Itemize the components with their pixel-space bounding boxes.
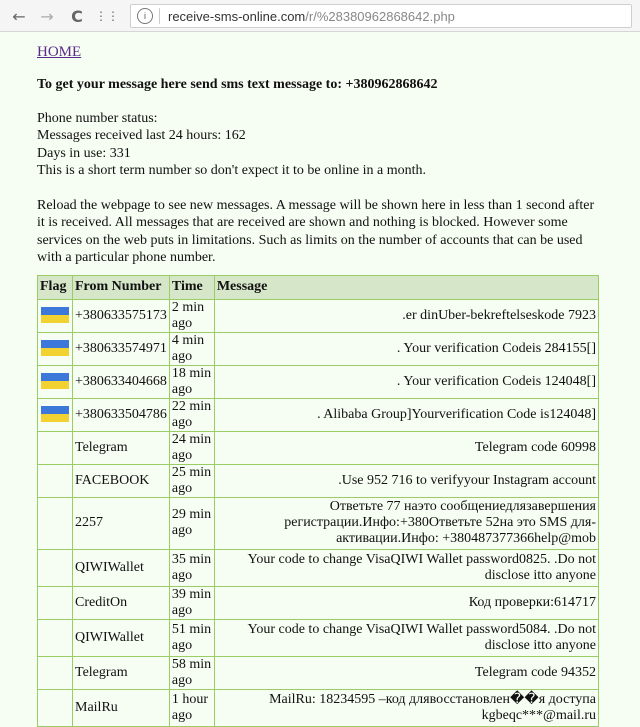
table-row [38, 464, 599, 497]
table-row [38, 398, 599, 431]
header-flag: Flag [38, 275, 73, 299]
url-path: /r/%28380962868642.php [305, 8, 455, 24]
message-cell: MailRu: 18234595 –код длявосстановлен��я доступа kgbeqc***@mail.ru [214, 689, 598, 726]
table-row [38, 332, 599, 365]
flag-cell [38, 464, 73, 497]
time-cell: 24 min ago [169, 431, 214, 464]
status-title: Phone number status: [37, 110, 158, 126]
table-row [38, 549, 599, 586]
address-bar[interactable] [130, 4, 632, 28]
header-from: From Number [73, 275, 170, 299]
time-cell: 22 min ago [169, 398, 214, 431]
from-cell: FACEBOOK [73, 464, 170, 497]
from-cell: CreditOn [73, 586, 170, 619]
omnibox-divider [159, 8, 160, 24]
message-cell: Your code to change VisaQIWI Wallet password0825. .Do not disclose itto anyone [214, 549, 598, 586]
messages-table [37, 275, 599, 727]
back-icon[interactable]: ← [12, 6, 26, 26]
received-24h: Messages received last 24 hours: 162 [37, 128, 246, 143]
apps-icon[interactable]: ⋮⋮ [95, 9, 119, 23]
flag-cell [38, 398, 73, 431]
url-host: receive-sms-online.com [168, 8, 306, 24]
ukraine-flag-icon [41, 373, 69, 389]
ukraine-flag-icon [41, 307, 69, 323]
browser-toolbar [0, 0, 640, 32]
flag-cell [38, 299, 73, 332]
from-cell: QIWIWallet [73, 549, 170, 586]
from-cell: QIWIWallet [73, 619, 170, 656]
page-content [37, 36, 603, 727]
send-instruction: To get your message here send sms text message to: +380962868642 [37, 77, 438, 92]
from-cell: MailRu [73, 689, 170, 726]
message-cell: .Use 952 716 to verifyyour Instagram account [214, 464, 598, 497]
table-row [38, 656, 599, 689]
flag-cell [38, 619, 73, 656]
message-cell: . Your verification Codeis 284155[] [214, 332, 598, 365]
from-cell: Telegram [73, 656, 170, 689]
header-message: Message [214, 275, 598, 299]
time-cell: 29 min ago [169, 497, 214, 549]
ukraine-flag-icon [41, 406, 69, 422]
message-cell: .er dinUber-bekreftelseskode 7923 [214, 299, 598, 332]
time-cell: 2 min ago [169, 299, 214, 332]
page-info-icon[interactable]: i [137, 8, 153, 24]
short-term-note: This is a short term number so don't expect it to be online in a month. [37, 163, 427, 178]
message-cell: Telegram code 60998 [214, 431, 598, 464]
table-row [38, 586, 599, 619]
message-cell: Код проверки:614717 [214, 586, 598, 619]
days-in-use: Days in use: 331 [37, 145, 131, 161]
flag-cell [38, 586, 73, 619]
message-cell: Ответьте 77 наэто сообщениедлязавершения регистрации.Инфо:+380Ответьте 52на это SMS для-активации.Инфо: +380487377366help@mob [214, 497, 598, 549]
table-row [38, 431, 599, 464]
from-cell: 2257 [73, 497, 170, 549]
table-row [38, 365, 599, 398]
message-cell: Telegram code 94352 [214, 656, 598, 689]
message-cell: . Your verification Codeis 124048[] [214, 365, 598, 398]
home-link[interactable]: HOME [37, 44, 82, 60]
time-cell: 18 min ago [169, 365, 214, 398]
table-header-row [38, 275, 599, 299]
from-cell: +380633575173 [73, 299, 170, 332]
time-cell: 51 min ago [169, 619, 214, 656]
flag-cell [38, 332, 73, 365]
table-row [38, 497, 599, 549]
time-cell: 35 min ago [169, 549, 214, 586]
header-time: Time [169, 275, 214, 299]
message-cell: . Alibaba Group]Yourverification Code is124048] [214, 398, 598, 431]
flag-cell [38, 365, 73, 398]
message-cell: Your code to change VisaQIWI Wallet password5084. .Do not disclose itto anyone [214, 619, 598, 656]
table-row [38, 299, 599, 332]
from-cell: +380633404668 [73, 365, 170, 398]
flag-cell [38, 689, 73, 726]
flag-cell [38, 549, 73, 586]
time-cell: 39 min ago [169, 586, 214, 619]
time-cell: 4 min ago [169, 332, 214, 365]
table-row [38, 619, 599, 656]
table-row [38, 689, 599, 726]
reload-icon[interactable]: C [71, 6, 83, 26]
reload-info: Reload the webpage to see new messages. A message will be shown here in less than 1 second after it is received. All messages that are received are shown and nothing is blocked. However some services on the web puts in limitations. Such as limits on the number of accounts that can be used with a particular phone number. [37, 197, 595, 265]
flag-cell [38, 431, 73, 464]
ukraine-flag-icon [41, 340, 69, 356]
time-cell: 1 hour ago [169, 689, 214, 726]
time-cell: 25 min ago [169, 464, 214, 497]
phone-status [37, 110, 603, 180]
time-cell: 58 min ago [169, 656, 214, 689]
flag-cell [38, 497, 73, 549]
from-cell: Telegram [73, 431, 170, 464]
from-cell: +380633574971 [73, 332, 170, 365]
from-cell: +380633504786 [73, 398, 170, 431]
forward-icon[interactable]: → [40, 6, 54, 26]
flag-cell [38, 656, 73, 689]
